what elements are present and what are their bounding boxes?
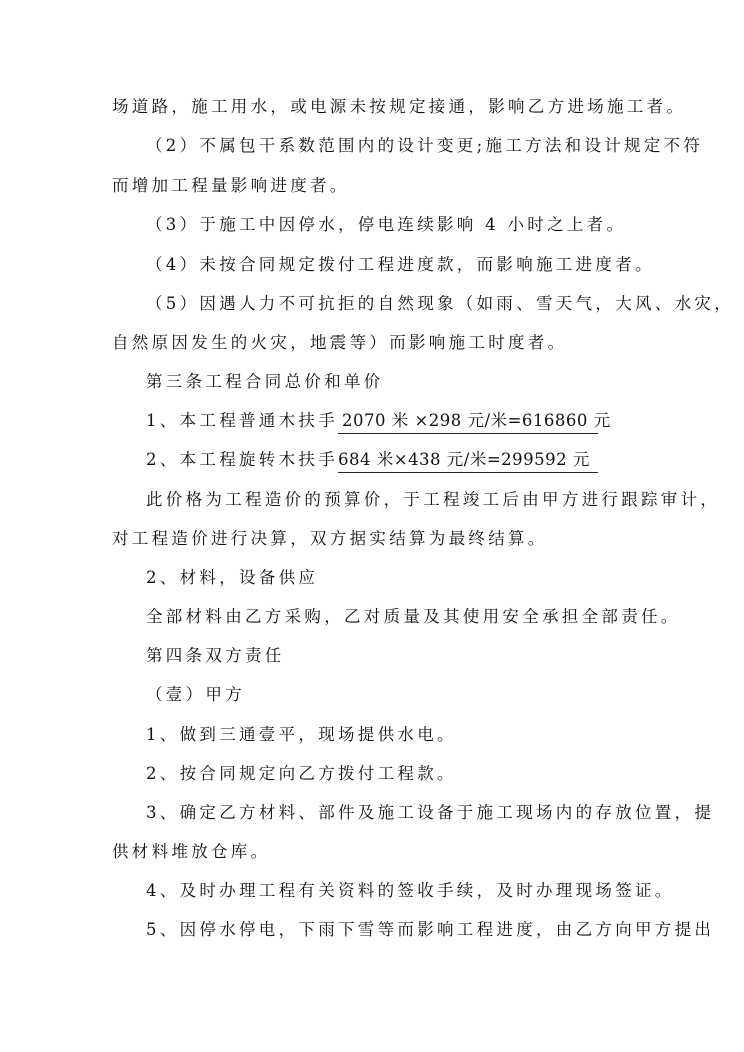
paragraph-line: （2）不属包干系数范围内的设计变更;施工方法和设计规定不符 xyxy=(146,136,704,155)
list-item: 1、做到三通壹平，现场提供水电。 xyxy=(146,725,457,744)
price-line-ordinary-handrail xyxy=(146,409,611,434)
section-heading-article-4: 第四条双方责任 xyxy=(146,646,285,665)
list-item: 5、因停水停电，下雨下雪等而影响工程进度，由乙方向甲方提出 xyxy=(146,920,715,939)
paragraph-line: （4）未按合同规定拨付工程进度款，而影响施工进度者。 xyxy=(146,255,655,274)
list-item: 4、及时办理工程有关资料的签收手续，及时办理现场签证。 xyxy=(146,881,675,900)
paragraph-line: 对工程造价进行决算，双方据实结算为最终结算。 xyxy=(112,529,548,548)
subheading-materials: 2、材料，设备供应 xyxy=(146,568,319,587)
paragraph-line: 而增加工程量影响进度者。 xyxy=(112,176,350,195)
list-item: 2、按合同规定向乙方拨付工程款。 xyxy=(146,764,457,783)
paragraph-line: 此价格为工程造价的预算价，于工程竣工后由甲方进行跟踪审计， xyxy=(146,490,721,509)
paragraph-line: 全部材料由乙方采购，乙对质量及其使用安全承担全部责任。 xyxy=(146,607,681,626)
list-item-continuation: 供材料堆放仓库。 xyxy=(112,842,271,861)
paragraph-line: 自然原因发生的火灾，地震等）而影响施工时度者。 xyxy=(112,333,568,352)
price-line-rotating-handrail xyxy=(146,448,598,473)
price-value-field: 684 米×438 元/米=299592 元 xyxy=(338,448,598,473)
subheading-party-a: （壹）甲方 xyxy=(146,685,245,704)
list-item: 3、确定乙方材料、部件及施工设备于施工现场内的存放位置，提 xyxy=(146,803,715,822)
price-label: 1、本工程普通木扶手 xyxy=(146,411,338,430)
paragraph-line: （5）因遇人力不可抗拒的自然现象（如雨、雪天气，大风、水灾， xyxy=(146,294,734,313)
price-label: 2、本工程旋转木扶手 xyxy=(146,450,338,469)
section-heading-article-3: 第三条工程合同总价和单价 xyxy=(146,372,384,391)
paragraph-line: 场道路，施工用水，或电源未按规定接通，影响乙方进场施工者。 xyxy=(112,97,687,116)
price-value-field: 2070 米 ×298 元/米=616860 元 xyxy=(338,409,598,434)
paragraph-line: （3）于施工中因停水，停电连续影响 4 小时之上者。 xyxy=(146,215,627,234)
